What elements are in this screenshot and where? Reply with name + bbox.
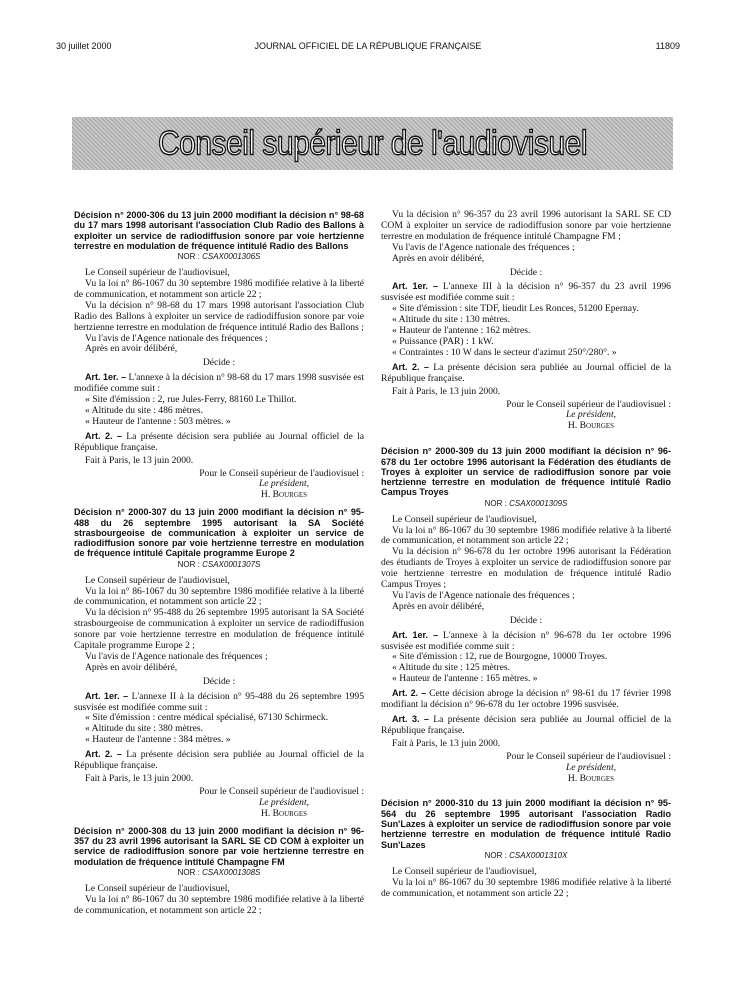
article-text: Cette décision abroge la décision n° 98-61 du 17 février 1998 modifiant la décision n° 96-678 du 1er octobre 1996 susvisée. bbox=[381, 688, 671, 711]
article-3 bbox=[381, 714, 671, 737]
paragraph: Vu la loi n° 86-1067 du 30 septembre 1986 modifiée relative à la liberté de communication, et notamment son article 22 ; bbox=[74, 893, 364, 916]
article-text: L'annexe à la décision n° 98-68 du 17 mars 1998 susvisée est modifiée comme suit : bbox=[74, 372, 364, 395]
paragraph: Vu l'avis de l'Agence nationale des fréquences ; bbox=[392, 589, 575, 601]
article-2 bbox=[381, 362, 671, 385]
paragraph: Vu la décision n° 96-678 du 1er octobre 1996 autorisant la Fédération des étudiants de Troyes à exploiter un service de radiodiffusion sonore par voie hertzienne terrestre en modulation de fréquence intitulé Radio Campus Troyes ; bbox=[381, 546, 671, 591]
quote-line: « Site d'émission : 2, rue Jules-Ferry, 88160 Le Thillot. bbox=[85, 394, 297, 406]
decision-title: Décision n° 2000-310 du 13 juin 2000 modifiant la décision n° 95-564 du 26 septembre 1995 autorisant l'association Radio Sun'Lazes à exploiter un service de radiodiffusion sonore par voie hertzienne terrestre en modulation de fréquence intitulé Radio Sun'Lazes bbox=[381, 798, 671, 850]
article-1 bbox=[74, 691, 364, 714]
signature-line: Pour le Conseil supérieur de l'audiovisuel : bbox=[506, 398, 671, 410]
decision-title: Décision n° 2000-307 du 13 juin 2000 modifiant la décision n° 95-488 du 26 septembre 1995 autorisant la SA Société strasbourgeoise de communication à exploiter un service de radiodiffusion sonore par voie hertzienne terrestre en modulation de fréquence intitulé Capitale programme Europe 2 bbox=[74, 507, 364, 559]
signatory-role: Le président, bbox=[258, 478, 310, 490]
article-1 bbox=[381, 630, 671, 653]
date-place: Fait à Paris, le 13 juin 2000. bbox=[85, 454, 194, 466]
quote-line: « Hauteur de l'antenne : 165 mètres. » bbox=[392, 673, 538, 685]
nor-code: CSAX0001308S bbox=[202, 867, 261, 877]
quote-line: « Site d'émission : site TDF, lieudit Les Ronces, 51200 Epernay. bbox=[392, 303, 639, 315]
article-label: Art. 2. – bbox=[392, 688, 427, 699]
paragraph: Le Conseil supérieur de l'audiovisuel, bbox=[85, 574, 230, 586]
decision-title: Décision n° 2000-309 du 13 juin 2000 modifiant la décision n° 96-678 du 1er octobre 1996 autorisant la Fédération des étudiants de Troyes à exploiter un service de radiodiffusion sonore par voie hertzienne terrestre en modulation de fréquence intitulé Radio Campus Troyes bbox=[381, 446, 671, 498]
article-text: La présente décision sera publiée au Journal officiel de la République française. bbox=[74, 749, 364, 772]
article-text: La présente décision sera publiée au Journal officiel de la République française. bbox=[381, 361, 671, 384]
nor-label: NOR : bbox=[177, 559, 203, 569]
paragraph: Après en avoir délibéré, bbox=[392, 252, 485, 264]
article-text: La présente décision sera publiée au Journal officiel de la République française. bbox=[381, 714, 671, 736]
quote-line: « Hauteur de l'antenne : 162 mètres. bbox=[392, 325, 531, 337]
article-1 bbox=[74, 372, 364, 395]
quote-line: « Hauteur de l'antenne : 384 mètres. » bbox=[85, 734, 231, 746]
nor-code: CSAX0001310X bbox=[509, 850, 568, 860]
decision-2000-308 bbox=[74, 826, 364, 917]
date-place: Fait à Paris, le 13 juin 2000. bbox=[85, 773, 194, 785]
paragraph: Après en avoir délibéré, bbox=[392, 600, 485, 612]
signatory-role: Le président, bbox=[258, 796, 310, 808]
quote-line: « Altitude du site : 486 mètres. bbox=[85, 404, 204, 416]
nor-code: CSAX0001306S bbox=[202, 252, 261, 262]
decide-heading: Décide : bbox=[509, 266, 543, 278]
paragraph: Vu l'avis de l'Agence nationale des fréquences ; bbox=[85, 650, 268, 662]
decision-2000-308-continued bbox=[381, 210, 671, 432]
article-text: L'annexe à la décision n° 96-678 du 1er octobre 1996 susvisée est modifiée comme suit : bbox=[381, 629, 671, 652]
nor-code: CSAX0001309S bbox=[509, 498, 568, 508]
article-label: Art. 1er. – bbox=[85, 690, 129, 701]
paragraph: Vu la loi n° 86-1067 du 30 septembre 1986 modifiée relative à la liberté de communication, et notamment son article 22 ; bbox=[74, 278, 364, 300]
quote-line: « Altitude du site : 380 mètres. bbox=[85, 723, 204, 735]
nor-label: NOR : bbox=[177, 867, 203, 877]
decision-2000-307 bbox=[74, 507, 364, 819]
banner-title: Conseil supérieur de l'audiovisuel bbox=[158, 123, 587, 162]
article-label: Art. 2. – bbox=[392, 361, 429, 372]
paragraph: Vu l'avis de l'Agence nationale des fréquences ; bbox=[85, 332, 268, 344]
quote-line: « Contraintes : 10 W dans le secteur d'azimut 250°/280°. » bbox=[392, 346, 617, 358]
paragraph: Le Conseil supérieur de l'audiovisuel, bbox=[85, 882, 230, 894]
signatory-name: H. Bourges bbox=[260, 807, 308, 819]
header-page-number: 11809 bbox=[655, 41, 680, 51]
paragraph: Vu la décision n° 96-357 du 23 avril 1996 autorisant la SARL SE CD COM à exploiter un service de radiodiffusion sonore par voie hertzienne terrestre en modulation de fréquence intitulé Champagne FM ; bbox=[381, 209, 671, 242]
signature-line: Pour le Conseil supérieur de l'audiovisuel : bbox=[506, 750, 671, 762]
nor-label: NOR : bbox=[177, 252, 203, 262]
article-2 bbox=[74, 749, 364, 772]
date-place: Fait à Paris, le 13 juin 2000. bbox=[392, 737, 501, 749]
article-label: Art. 3. – bbox=[392, 714, 429, 725]
signatory-role: Le président, bbox=[565, 409, 617, 421]
article-label: Art. 1er. – bbox=[85, 372, 127, 383]
paragraph: Le Conseil supérieur de l'audiovisuel, bbox=[85, 267, 230, 279]
signature-line: Pour le Conseil supérieur de l'audiovisuel : bbox=[199, 467, 364, 479]
running-header bbox=[56, 41, 680, 55]
section-banner bbox=[72, 117, 673, 170]
nor-label: NOR : bbox=[484, 850, 510, 860]
quote-line: « Altitude du site : 130 mètres. bbox=[392, 314, 511, 326]
signatory-name: H. Bourges bbox=[567, 772, 615, 784]
nor-line bbox=[74, 560, 364, 571]
left-column bbox=[74, 210, 364, 922]
article-text: La présente décision sera publiée au Journal officiel de la République française. bbox=[74, 430, 364, 453]
nor-line bbox=[74, 868, 364, 879]
header-date: 30 juillet 2000 bbox=[56, 41, 112, 51]
decide-heading: Décide : bbox=[202, 675, 236, 687]
decision-2000-309 bbox=[381, 446, 671, 784]
paragraph: Vu l'avis de l'Agence nationale des fréquences ; bbox=[392, 241, 575, 253]
decision-2000-310 bbox=[381, 798, 671, 899]
article-2 bbox=[74, 431, 364, 454]
nor-line bbox=[381, 851, 671, 862]
right-column bbox=[381, 210, 671, 906]
paragraph: Vu la loi n° 86-1067 du 30 septembre 1986 modifiée relative à la liberté de communication, et notamment son article 22 ; bbox=[381, 876, 671, 899]
nor-line bbox=[74, 252, 364, 263]
quote-line: « Site d'émission : 12, rue de Bourgogne, 10000 Troyes. bbox=[392, 651, 608, 663]
signatory-role: Le président, bbox=[565, 761, 617, 773]
signatory-name: H. Bourges bbox=[567, 420, 615, 432]
decide-heading: Décide : bbox=[509, 614, 543, 626]
quote-line: « Puissance (PAR) : 1 kW. bbox=[392, 335, 494, 347]
decide-heading: Décide : bbox=[202, 357, 236, 369]
signature-line: Pour le Conseil supérieur de l'audiovisuel : bbox=[199, 785, 364, 797]
article-1 bbox=[381, 281, 671, 304]
paragraph: Après en avoir délibéré, bbox=[85, 343, 178, 355]
article-text: L'annexe III à la décision n° 96-357 du 23 avril 1996 susvisée est modifiée comme suit : bbox=[381, 281, 671, 304]
nor-code: CSAX0001307S bbox=[202, 559, 261, 569]
quote-line: « Site d'émission : centre médical spécialisé, 67130 Schirmeck. bbox=[85, 712, 329, 724]
nor-label: NOR : bbox=[484, 498, 510, 508]
paragraph: Le Conseil supérieur de l'audiovisuel, bbox=[392, 513, 537, 525]
article-label: Art. 1er. – bbox=[392, 629, 439, 640]
article-2 bbox=[381, 688, 671, 711]
quote-line: « Hauteur de l'antenne : 503 mètres. » bbox=[85, 415, 231, 427]
paragraph: Après en avoir délibéré, bbox=[85, 661, 178, 673]
date-place: Fait à Paris, le 13 juin 2000. bbox=[392, 385, 501, 397]
article-label: Art. 2. – bbox=[85, 430, 122, 441]
quote-line: « Altitude du site : 125 mètres. bbox=[392, 662, 511, 674]
header-journal-title: JOURNAL OFFICIEL DE LA RÉPUBLIQUE FRANÇAISE bbox=[254, 41, 482, 51]
paragraph: Vu la loi n° 86-1067 du 30 septembre 1986 modifiée relative à la liberté de communication, et notamment son article 22 ; bbox=[74, 585, 364, 608]
article-text: L'annexe II à la décision n° 95-488 du 26 septembre 1995 susvisée est modifiée comme suit : bbox=[74, 690, 365, 713]
paragraph: Vu la décision n° 98-68 du 17 mars 1998 autorisant l'association Club Radio des Ballons à exploiter un service de radiodiffusion sonore par voie hertzienne terrestre en modulation de fréquence intitulé Radio des Ballons ; bbox=[74, 299, 364, 333]
article-label: Art. 2. – bbox=[85, 749, 122, 760]
article-label: Art. 1er. – bbox=[392, 281, 438, 292]
paragraph: Vu la loi n° 86-1067 du 30 septembre 1986 modifiée relative à la liberté de communication, et notamment son article 22 ; bbox=[381, 524, 671, 547]
decision-2000-306 bbox=[74, 210, 364, 501]
paragraph: Vu la décision n° 95-488 du 26 septembre 1995 autorisant la SA Société strasbourgeoise de communication à exploiter un service de radiodiffusion sonore par voie hertzienne terrestre en modulation de fréquence intitulé Capitale programme Europe 2 ; bbox=[74, 607, 364, 652]
nor-line bbox=[381, 499, 671, 510]
paragraph: Le Conseil supérieur de l'audiovisuel, bbox=[392, 865, 537, 877]
decision-title: Décision n° 2000-308 du 13 juin 2000 modifiant la décision n° 96-357 du 23 avril 1996 autorisant la SARL SE CD COM à exploiter un service de radiodiffusion sonore par voie hertzienne terrestre en modulation de fréquence intitulé Champagne FM bbox=[74, 825, 364, 867]
signatory-name: H. Bourges bbox=[260, 489, 308, 501]
decision-title: Décision n° 2000-306 du 13 juin 2000 modifiant la décision n° 98-68 du 17 mars 1998 autorisant l'association Club Radio des Ballons à exploiter un service de radiodiffusion sonore par voie hertzienne terrestre en modulation de fréquence intitulé Radio des Ballons bbox=[74, 210, 364, 251]
